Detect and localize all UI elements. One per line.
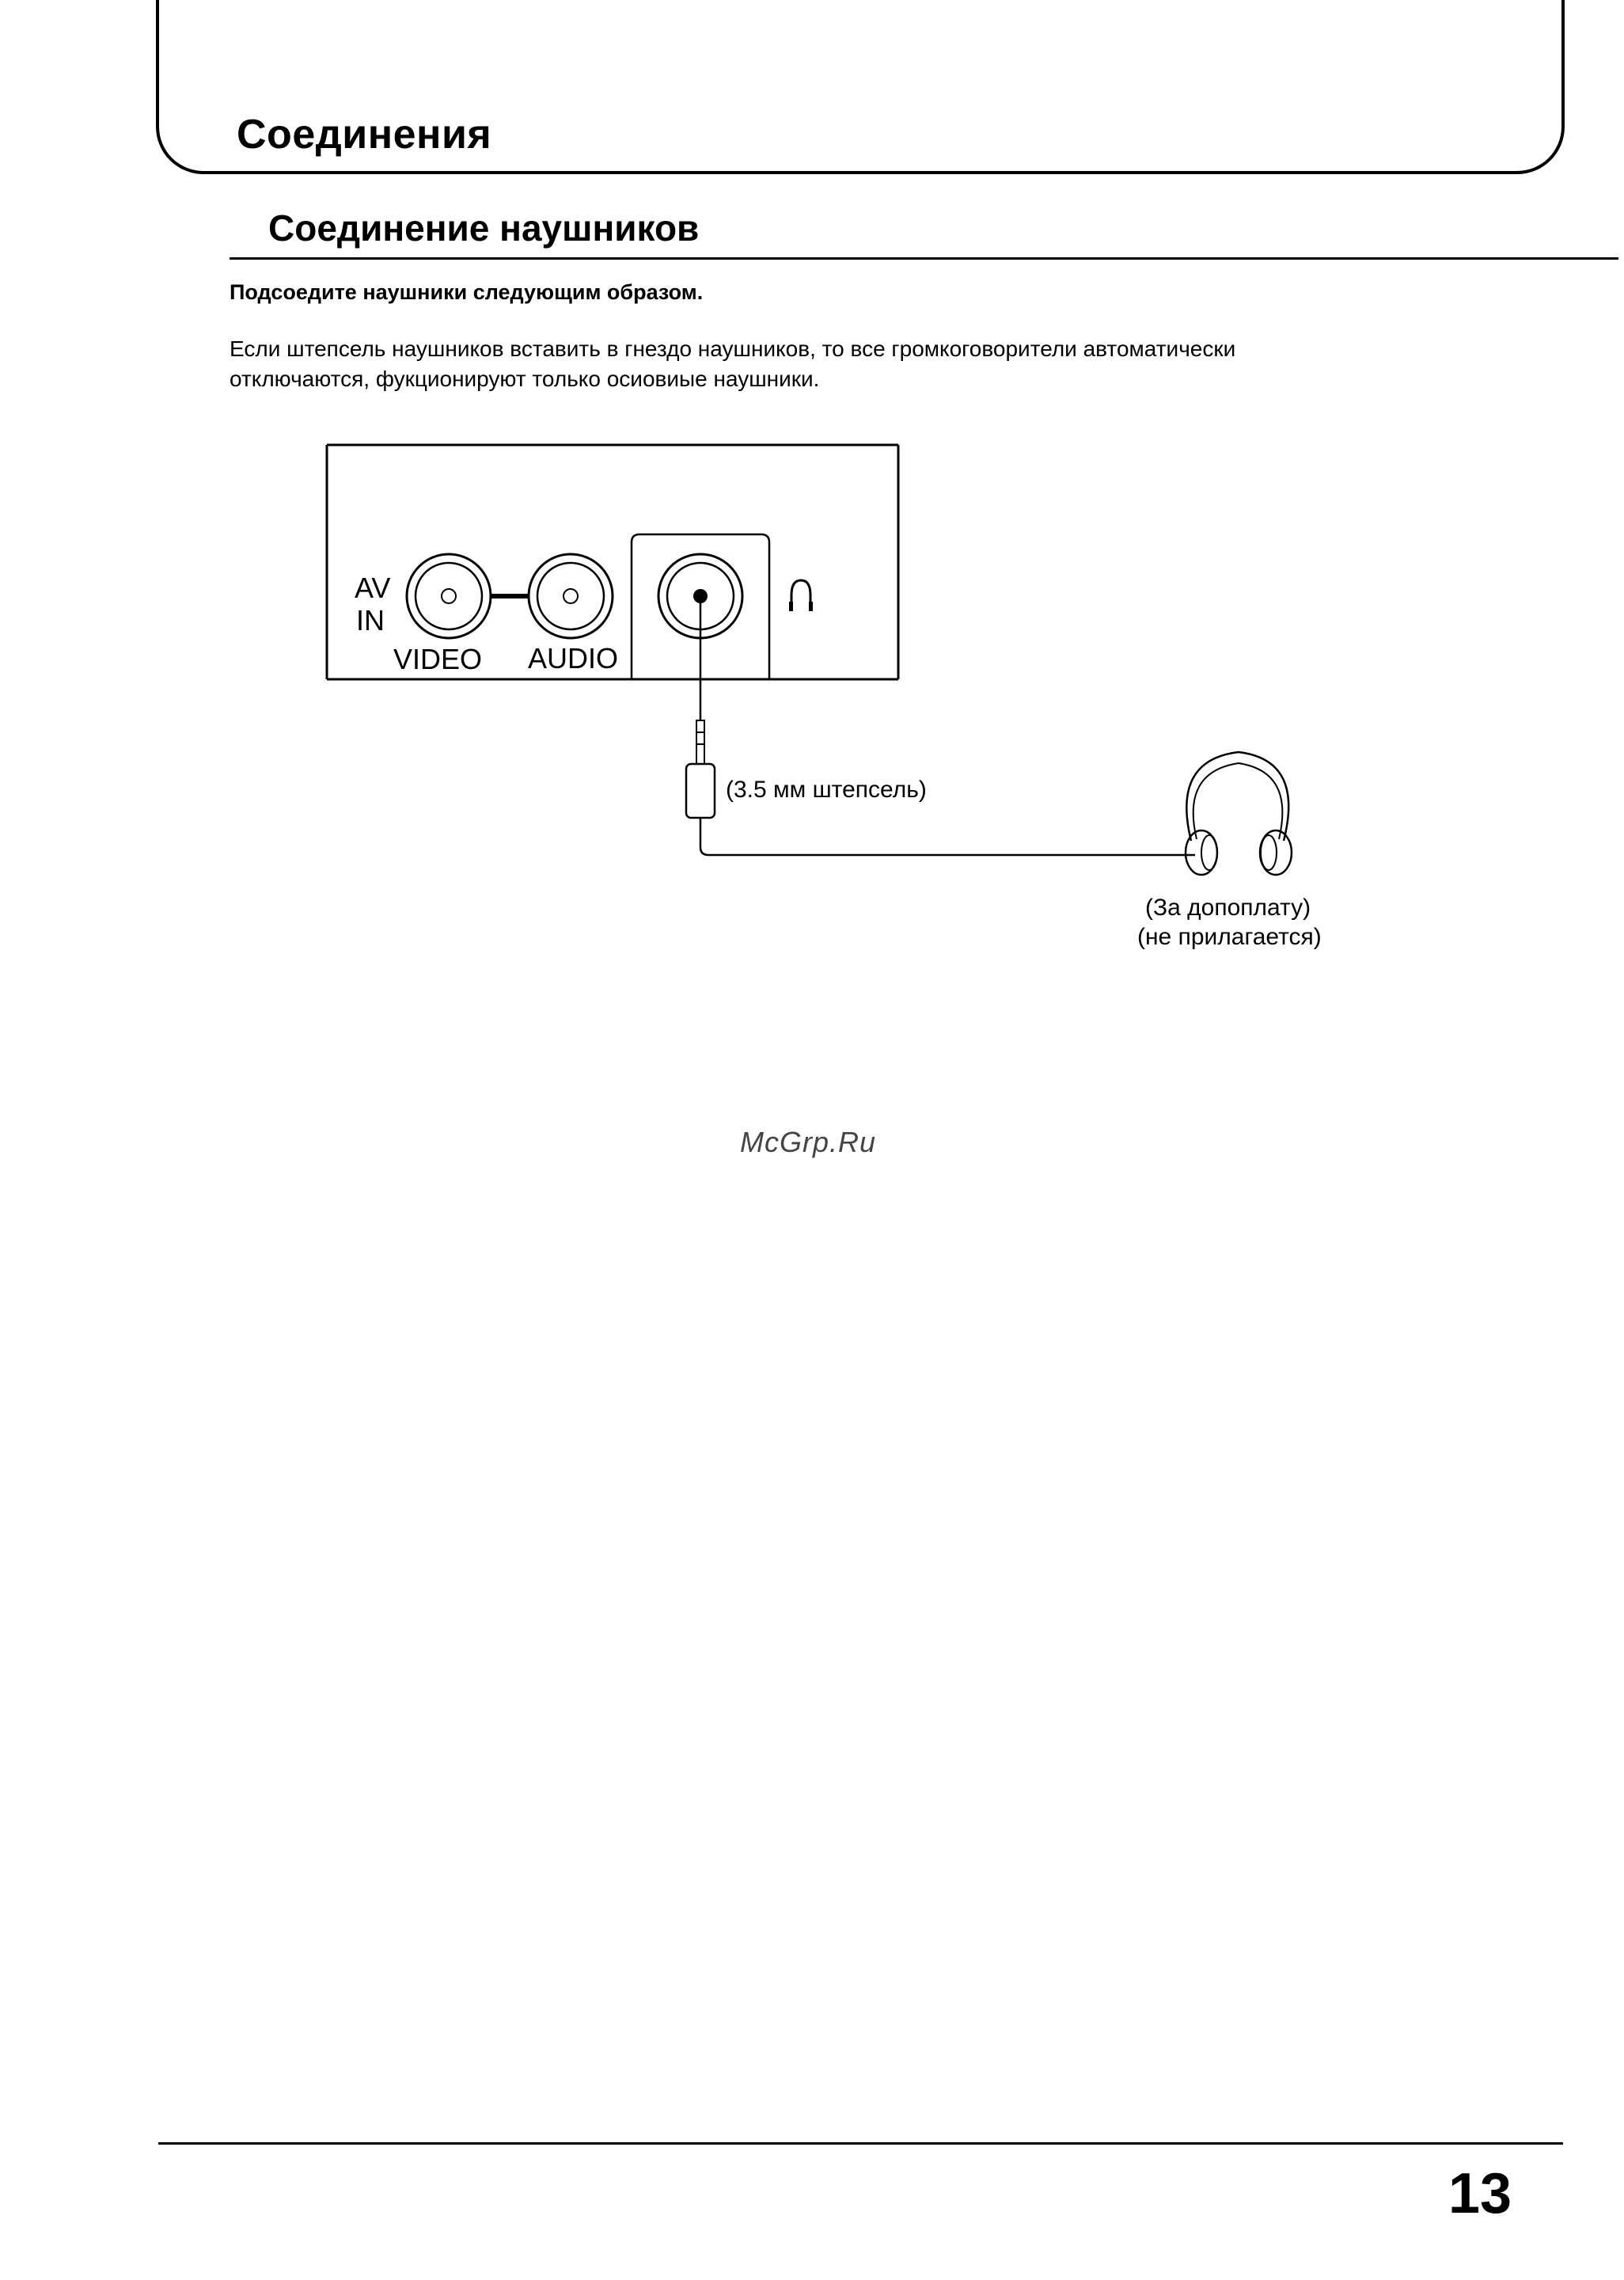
- headphones-drawing: [1186, 752, 1292, 875]
- paragraph-line: Если штепсель наушников вставить в гнездо наушников, то все громкоговорители автоматически: [230, 336, 1236, 361]
- note-line-2: (не прилагается): [1137, 924, 1322, 950]
- lead-text: Подсоедите наушники следующим образом.: [230, 280, 704, 304]
- note-line-1: (За допоплату): [1145, 895, 1311, 921]
- subsection-title: Соединение наушников: [268, 207, 700, 249]
- paragraph-line: отключаются, фукционируют только осиовиые наушники.: [230, 367, 820, 391]
- page-number: 13: [1448, 2162, 1512, 2225]
- watermark: McGrp.Ru: [740, 1126, 877, 1158]
- plug-3-5mm: [686, 720, 715, 818]
- plug-label: (3.5 мм штепсель): [726, 777, 927, 803]
- video-jack: [407, 554, 491, 638]
- cable-lower: [700, 818, 1195, 855]
- section-title: Соединения: [237, 112, 492, 158]
- headphones-icon: [789, 580, 813, 611]
- connection-diagram: [0, 0, 1624, 990]
- video-label: VIDEO: [393, 643, 483, 675]
- in-label: IN: [356, 604, 385, 636]
- audio-jack: [529, 554, 613, 638]
- footer-divider: [158, 2142, 1563, 2145]
- audio-label: AUDIO: [528, 642, 619, 674]
- av-label: AV: [355, 572, 391, 604]
